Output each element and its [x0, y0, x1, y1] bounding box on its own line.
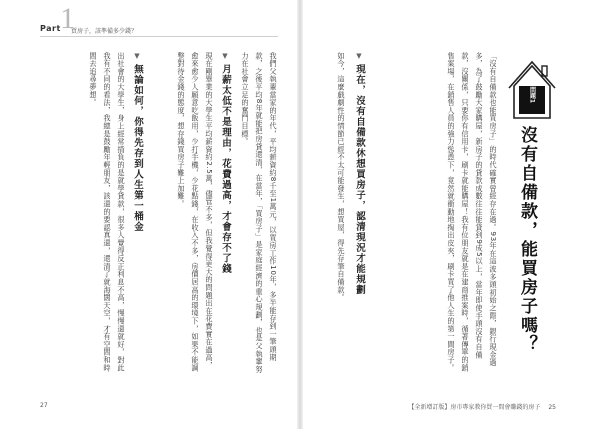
right-paragraph-2: 如今，這麼戲劇性的情節已經不太可能發生，想買屋，得先存筆自備款。	[337, 52, 346, 302]
chapter-title: 沒有自備款，能買房子嗎？	[517, 126, 537, 354]
question-badge	[506, 52, 558, 122]
left-heading-2	[130, 52, 144, 352]
left-paragraph-1: 我們父執輩當家的年代，平均薪資約8千至1萬元，以買房工作10年，多半能存到一筆頭期款，之後平均8年就能把房貸還清，在當年，「買房子」是家庭經濟的重心規劃，也是父執輩努力在社會立足的奮鬥目標。	[241, 52, 278, 374]
right-heading-1	[352, 52, 366, 352]
book-title-footer: 【全新增訂版】房市專家教你買一間會賺錢的房子	[408, 404, 541, 411]
right-footer	[408, 402, 556, 411]
left-page-number: 27	[40, 402, 48, 409]
question-badge-label: 問題1	[528, 86, 536, 104]
left-heading-2-text: 無論如何，你得先存到人生第一桶金	[132, 64, 143, 232]
right-paragraph-1: 「沒有自備款也能買房子」的時代確實曾經存在過。93年在這波多頭初始之際，銀行現金過多，為了鼓勵大家購屋，新房子的貸款成數往往能貸到9成5以上，當年即使手頭沒有自備款，沒關係，只要你有信用卡，刷卡就能購屋！我有位朋友就是在建商推案時，循著傳單的銷售案場，在銷售人員的強力慫恿下，竟然就衝動地掏出皮夾，刷卡買了他人生的第一間房子。	[447, 52, 498, 372]
left-heading-1-text: 月薪太低不是理由，花費過高，才會存不了錢	[220, 64, 231, 274]
right-heading-1-text: 現在，沒有自備款休想買房子，認清現況才能規劃	[354, 64, 365, 295]
part-number: 1	[60, 2, 75, 35]
book-gutter	[297, 0, 303, 429]
triangle-bullet-icon: ▼	[133, 52, 141, 61]
left-paragraph-2: 現在剛畢業的大學生平均薪資約2.5萬，儘管不多，但我覺得更大的問題出在花費實在過高，愈來愈少人願意吃飯用，少打手機，少花點錢，在收入不多，房價居高的環境下，如果不能調整對待金錢的態度，想存錢買房子難上加難。	[177, 52, 214, 372]
triangle-bullet-icon: ▼	[221, 52, 229, 61]
part-title: 買房子，該準備多少錢？	[71, 28, 138, 35]
header-rule	[40, 36, 278, 37]
left-paragraph-3: 出社會的大學生，身上經常揹負的是就學貸款，很多人覺得反正利息不高，慢慢還就好，對此我有不同的看法，我總是鼓勵年輕朋友，該還的要認真還，還清了就海闊天空，才有空間和時間去追尋夢想。	[89, 52, 126, 372]
triangle-bullet-icon: ▼	[355, 52, 363, 61]
part-label: Part	[40, 24, 61, 33]
left-heading-1	[218, 52, 232, 352]
right-page-number: 25	[548, 404, 556, 411]
